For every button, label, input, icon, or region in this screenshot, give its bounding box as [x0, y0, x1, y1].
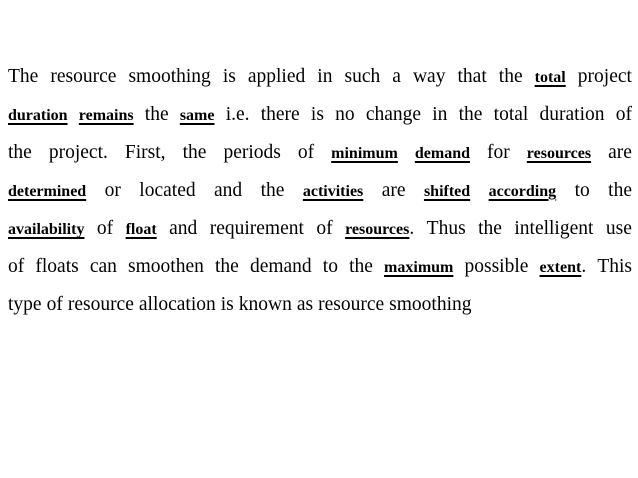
word: resource	[50, 66, 117, 87]
word: to	[322, 256, 338, 277]
text-line	[8, 96, 632, 134]
text-line	[8, 134, 632, 172]
word: duration	[539, 104, 605, 125]
word	[126, 210, 157, 248]
word: the	[144, 104, 169, 125]
keyword: same	[179, 107, 215, 124]
word: applied	[247, 66, 306, 87]
word	[415, 134, 470, 172]
word: way	[412, 66, 446, 87]
word: of	[297, 142, 315, 163]
word: resource	[67, 294, 134, 315]
word: periods	[223, 142, 281, 163]
word: are	[381, 180, 406, 201]
word: allocation	[138, 294, 216, 315]
word: of	[316, 218, 333, 239]
word: is	[310, 104, 324, 125]
word: known	[238, 294, 292, 315]
text-line	[8, 210, 632, 248]
word: in	[432, 104, 448, 125]
word	[384, 248, 453, 286]
keyword: extent	[539, 259, 582, 276]
word: change	[365, 104, 422, 125]
word: are	[608, 142, 632, 163]
word: the	[8, 142, 32, 163]
keyword: availability	[8, 221, 85, 238]
word: The	[8, 66, 39, 87]
word: for	[487, 142, 510, 163]
word: is	[222, 66, 236, 87]
word	[527, 134, 591, 172]
word: the	[214, 256, 239, 277]
paragraph-text	[8, 58, 632, 324]
word: total	[493, 104, 529, 125]
word	[489, 172, 557, 210]
word: as	[296, 294, 314, 315]
keyword: activities	[302, 183, 364, 200]
text-line	[8, 172, 632, 210]
word: project.	[48, 142, 108, 163]
word	[424, 172, 470, 210]
word: the	[458, 104, 483, 125]
word: possible	[464, 256, 529, 277]
word: such	[344, 66, 381, 87]
keyword: minimum	[331, 145, 398, 162]
word: in	[317, 66, 333, 87]
word: floats	[35, 256, 79, 277]
keyword: float	[125, 221, 157, 238]
word	[540, 248, 587, 286]
keyword: shifted	[423, 183, 471, 200]
word: or	[104, 180, 121, 201]
word: smoothen	[128, 256, 204, 277]
punctuation: .	[409, 218, 415, 239]
word: the	[349, 256, 373, 277]
word	[345, 210, 414, 248]
keyword: according	[488, 183, 557, 200]
word	[8, 172, 86, 210]
word: located	[139, 180, 196, 201]
keyword: resources	[526, 145, 592, 162]
word: no	[335, 104, 355, 125]
word: the	[498, 66, 523, 87]
word: the	[182, 142, 207, 163]
word: the	[260, 180, 285, 201]
word: to	[574, 180, 590, 201]
word: This	[597, 256, 632, 277]
word: and	[214, 180, 243, 201]
word: and	[169, 218, 198, 239]
keyword: maximum	[384, 259, 454, 276]
punctuation: .	[581, 256, 587, 277]
keyword: determined	[8, 183, 87, 200]
word: resource	[318, 294, 385, 315]
word	[8, 96, 68, 134]
word: Thus	[426, 218, 466, 239]
keyword: resources	[345, 221, 410, 238]
keyword: demand	[414, 145, 470, 162]
word: of	[8, 256, 25, 277]
word: of	[615, 104, 632, 125]
word	[8, 210, 84, 248]
word	[303, 172, 363, 210]
word: i.e.	[225, 104, 250, 125]
word	[535, 58, 566, 96]
word: that	[457, 66, 487, 87]
slide-body	[8, 58, 632, 324]
word: type	[8, 294, 42, 315]
word: of	[96, 218, 114, 239]
word: the	[478, 218, 502, 239]
text-line	[8, 248, 632, 286]
text-line	[8, 58, 632, 96]
word: intelligent	[514, 218, 594, 239]
word: the	[608, 180, 632, 201]
keyword: duration	[8, 107, 68, 124]
word: is	[220, 294, 234, 315]
keyword: total	[534, 69, 566, 86]
word: demand	[249, 256, 312, 277]
word: a	[392, 66, 401, 87]
word: project	[577, 66, 632, 87]
word	[180, 96, 215, 134]
word: smoothing	[389, 294, 472, 315]
word: use	[605, 218, 632, 239]
text-line	[8, 286, 632, 324]
word: can	[89, 256, 117, 277]
keyword: remains	[78, 107, 134, 124]
word: there	[260, 104, 300, 125]
word: First,	[124, 142, 166, 163]
word: of	[46, 294, 63, 315]
word: requirement	[209, 218, 304, 239]
word	[79, 96, 134, 134]
word: smoothing	[128, 66, 211, 87]
word	[331, 134, 398, 172]
